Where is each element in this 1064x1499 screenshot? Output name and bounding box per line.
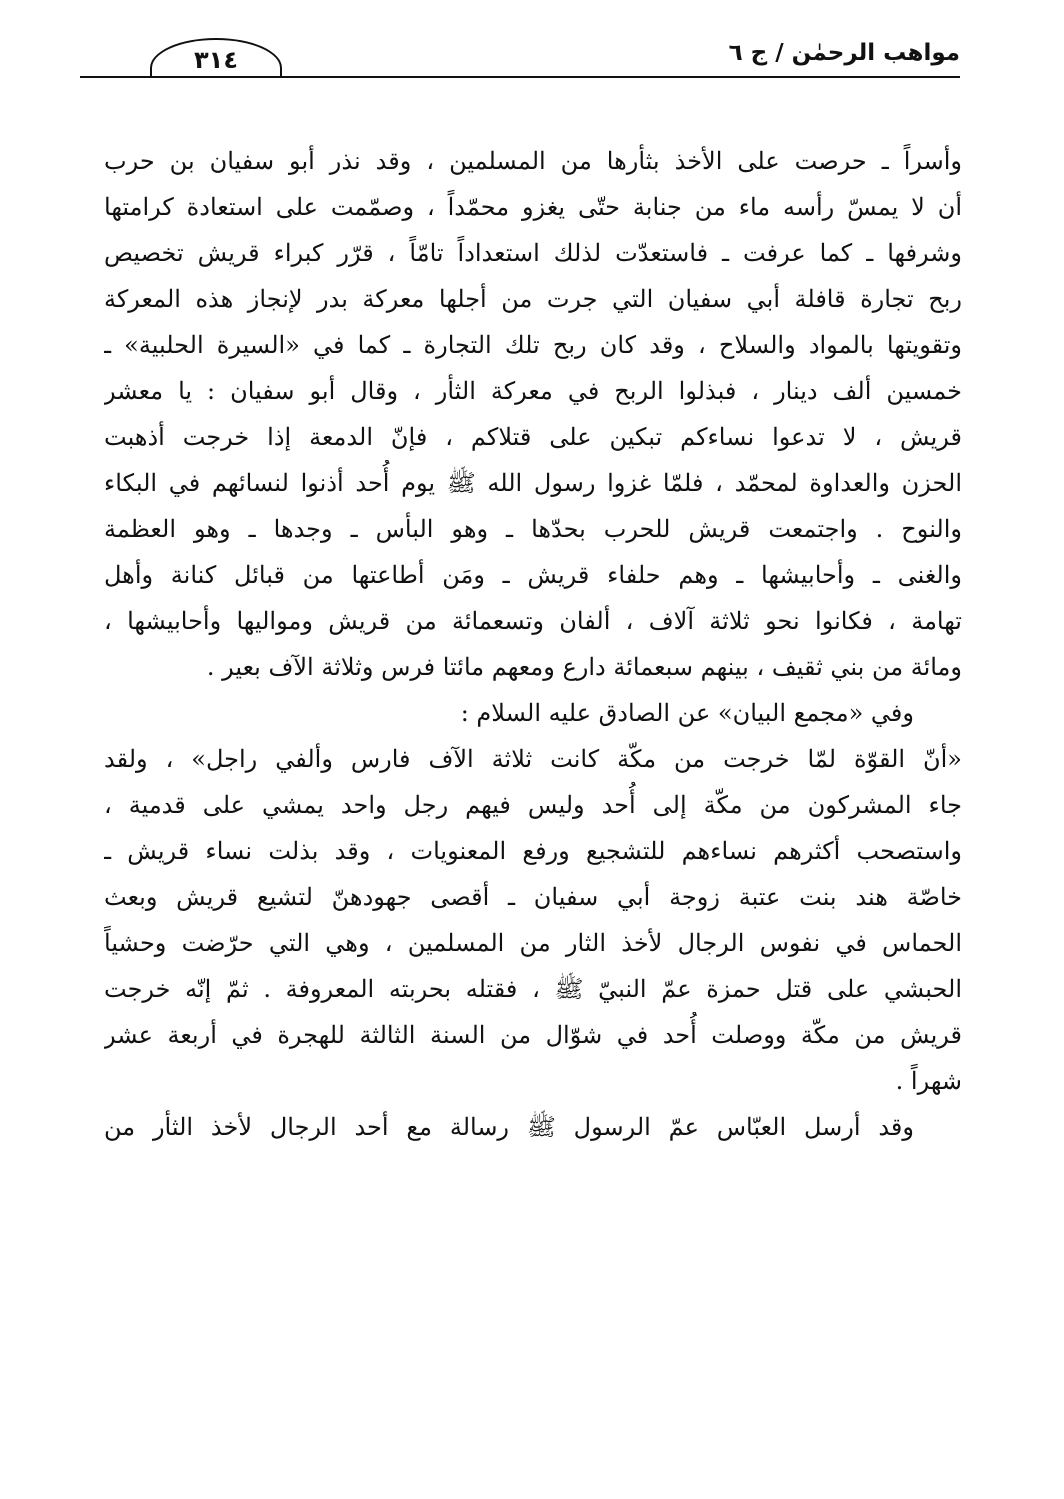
header-divider xyxy=(80,76,960,78)
text-line: قريش ، لا تدعوا نساءكم تبكين على قتلاكم ، فإنّ الدمعة إذا خرجت أذهبت xyxy=(104,423,962,451)
page-number: ٣١٤ xyxy=(150,38,282,76)
text-line: شهراً . xyxy=(895,1067,962,1095)
text-line: أن لا يمسّ رأسه ماء من جنابة حتّى يغزو محمّداً ، وصمّمت على استعادة كرامتها xyxy=(104,193,962,221)
text-line: قريش من مكّة ووصلت أُحد في شوّال من السنة الثالثة للهجرة في أربعة عشر xyxy=(104,1021,962,1049)
book-title: مواهب الرحمٰن / ج ٦ xyxy=(728,40,960,66)
text-line: الحماس في نفوس الرجال لأخذ الثار من المسلمين ، وهي التي حرّضت وحشياً xyxy=(104,929,962,957)
text-line: خمسين ألف دينار ، فبذلوا الربح في معركة الثأر ، وقال أبو سفيان : يا معشر xyxy=(104,377,962,405)
page-header xyxy=(80,38,960,82)
quote-intro: وفي «مجمع البيان» عن الصادق عليه السلام : xyxy=(460,699,914,727)
text-line: خاصّة هند بنت عتبة زوجة أبي سفيان ـ أقصى جهودهنّ لتشيع قريش وبعث xyxy=(104,883,962,911)
text-line: جاء المشركون من مكّة إلى أُحد وليس فيهم رجل واحد يمشي على قدمية ، xyxy=(104,791,962,819)
text-line: وتقويتها بالمواد والسلاح ، وقد كان ربح تلك التجارة ـ كما في «السيرة الحلبية» ـ xyxy=(104,331,962,359)
page-body xyxy=(104,138,962,1150)
text-line: الحبشي على قتل حمزة عمّ النبيّ ﷺ ، فقتله بحربته المعروفة . ثمّ إنّه خرجت xyxy=(104,975,962,1003)
text-line: الحزن والعداوة لمحمّد ، فلمّا غزوا رسول الله ﷺ يوم أُحد أذنوا لنسائهم في البكاء xyxy=(104,469,962,497)
text-line: تهامة ، فكانوا نحو ثلاثة آلاف ، ألفان وتسعمائة من قريش ومواليها وأحابيشها ، xyxy=(104,607,962,635)
text-line: «أنّ القوّة لمّا خرجت من مكّة كانت ثلاثة الآف فارس وألفي راجل» ، ولقد xyxy=(104,745,962,773)
text-line: ومائة من بني ثقيف ، بينهم سبعمائة دارع ومعهم مائتا فرس وثلاثة الآف بعير . xyxy=(206,653,962,681)
text-line: والنوح . واجتمعت قريش للحرب بحدّها ـ وهو البأس ـ وجدها ـ وهو العظمة xyxy=(104,515,962,543)
text-line: وأسراً ـ حرصت على الأخذ بثأرها من المسلمين ، وقد نذر أبو سفيان بن حرب xyxy=(104,147,962,175)
text-line: والغنى ـ وأحابيشها ـ وهم حلفاء قريش ـ ومَن أطاعتها من قبائل كنانة وأهل xyxy=(104,561,962,589)
text-line: وشرفها ـ كما عرفت ـ فاستعدّت لذلك استعداداً تامّاً ، قرّر كبراء قريش تخصيص xyxy=(104,239,962,267)
text-line: واستصحب أكثرهم نساءهم للتشجيع ورفع المعنويات ، وقد بذلت نساء قريش ـ xyxy=(104,837,962,865)
text-line: ربح تجارة قافلة أبي سفيان التي جرت من أجلها معركة بدر لإنجاز هذه المعركة xyxy=(104,285,962,313)
text-line: وقد أرسل العبّاس عمّ الرسول ﷺ رسالة مع أحد الرجال لأخذ الثأر من xyxy=(104,1113,914,1141)
